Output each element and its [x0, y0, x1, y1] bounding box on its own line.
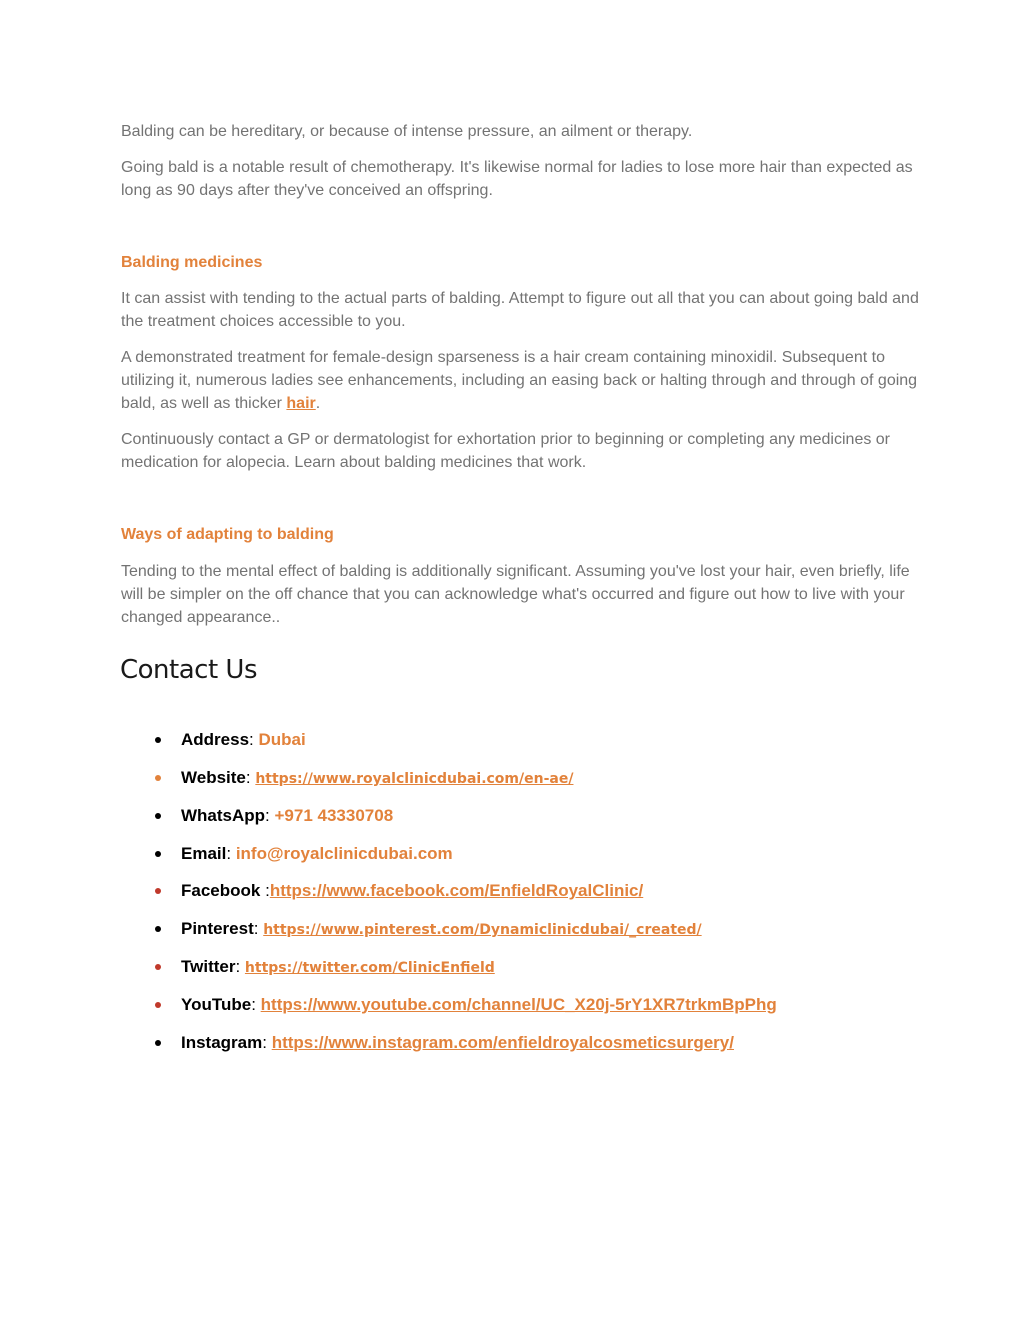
youtube-link[interactable]: https://www.youtube.com/channel/UC_X20j-5rY1XR7trkmBpPhg: [260, 995, 777, 1014]
bullet-icon: [155, 1002, 161, 1008]
minoxidil-paragraph: [121, 346, 921, 415]
contact-item-twitter: [181, 955, 495, 979]
contact-key: Instagram: [181, 1033, 263, 1052]
chemotherapy-paragraph: Going bald is a notable result of chemotherapy. It's likewise normal for ladies to lose more hair than expected as long as 90 days after they've conceived an offspring.: [121, 159, 913, 199]
contact-item-email: [181, 842, 453, 866]
contact-separator: :: [249, 730, 259, 749]
contact-key: YouTube: [181, 995, 252, 1014]
contact-item-whatsapp: [181, 804, 393, 828]
dermatologist-paragraph: Continuously contact a GP or dermatologist for exhortation prior to beginning or completing any medicines or medication for alopecia. Learn about balding medicines that work.: [121, 431, 891, 471]
bullet-icon: [155, 851, 161, 857]
bullet-icon: [155, 926, 161, 932]
heading-balding-medicines: Balding medicines: [121, 254, 263, 271]
bullet-icon: [155, 775, 161, 781]
bullet-icon: [155, 964, 161, 970]
contact-key: Email: [181, 844, 227, 863]
contact-separator: :: [262, 1033, 272, 1052]
contact-key: Twitter: [181, 957, 236, 976]
contact-item-address: [181, 728, 306, 752]
twitter-link[interactable]: https://twitter.com/ClinicEnfield: [244, 960, 495, 976]
contact-item-facebook: [181, 879, 643, 903]
contact-separator: :: [253, 919, 264, 938]
contact-key: Website: [181, 768, 246, 787]
contact-key: Pinterest: [181, 919, 254, 938]
medicines-paragraph: It can assist with tending to the actual parts of balding. Attempt to figure out all that you can about going bald and the treatment choices accessible to you.: [121, 290, 919, 330]
address-value: Dubai: [258, 730, 306, 749]
contact-item-pinterest: [181, 917, 702, 941]
contact-separator: :: [226, 844, 236, 863]
facebook-link[interactable]: https://www.facebook.com/EnfieldRoyalClinic/: [269, 881, 644, 900]
bullet-icon: [155, 813, 161, 819]
contact-separator: :: [260, 881, 270, 900]
contact-key: Facebook: [181, 881, 261, 900]
pinterest-link[interactable]: https://www.pinterest.com/Dynamiclinicdubai/_created/: [263, 922, 702, 938]
bullet-icon: [155, 888, 161, 894]
bullet-icon: [155, 1040, 161, 1046]
contact-separator: :: [245, 768, 256, 787]
bullet-icon: [155, 737, 161, 743]
contact-item-website: [181, 766, 573, 790]
hair-link[interactable]: hair: [286, 395, 316, 412]
contact-key: WhatsApp: [181, 806, 266, 825]
minoxidil-text: A demonstrated treatment for female-design sparseness is a hair cream containing minoxidil. Subsequent to utilizing it, numerous ladies see enhancements, including an easing back or halting through and through of going bald, as well as thicker: [121, 349, 918, 412]
instagram-link[interactable]: https://www.instagram.com/enfieldroyalcosmeticsurgery/: [271, 1033, 734, 1052]
contact-item-instagram: [181, 1031, 734, 1055]
contact-separator: :: [265, 806, 275, 825]
heading-ways-of-adapting: Ways of adapting to balding: [121, 526, 334, 543]
website-link[interactable]: https://www.royalclinicdubai.com/en-ae/: [255, 771, 574, 787]
contact-separator: :: [235, 957, 245, 976]
whatsapp-value: +971 43330708: [274, 806, 394, 825]
contact-item-youtube: [181, 993, 777, 1017]
minoxidil-period: .: [315, 395, 321, 412]
contact-us-heading: Contact Us: [120, 655, 257, 685]
adapting-paragraph: Tending to the mental effect of balding is additionally significant. Assuming you've lost your hair, even briefly, life will be simpler on the off chance that you can acknowledge what's occurred and figure out how to live with your changed appearance..: [121, 563, 910, 626]
contact-separator: :: [251, 995, 261, 1014]
email-value: info@royalclinicdubai.com: [235, 844, 453, 863]
intro-paragraph: Balding can be hereditary, or because of intense pressure, an ailment or therapy.: [121, 123, 693, 140]
contact-key: Address: [181, 730, 250, 749]
